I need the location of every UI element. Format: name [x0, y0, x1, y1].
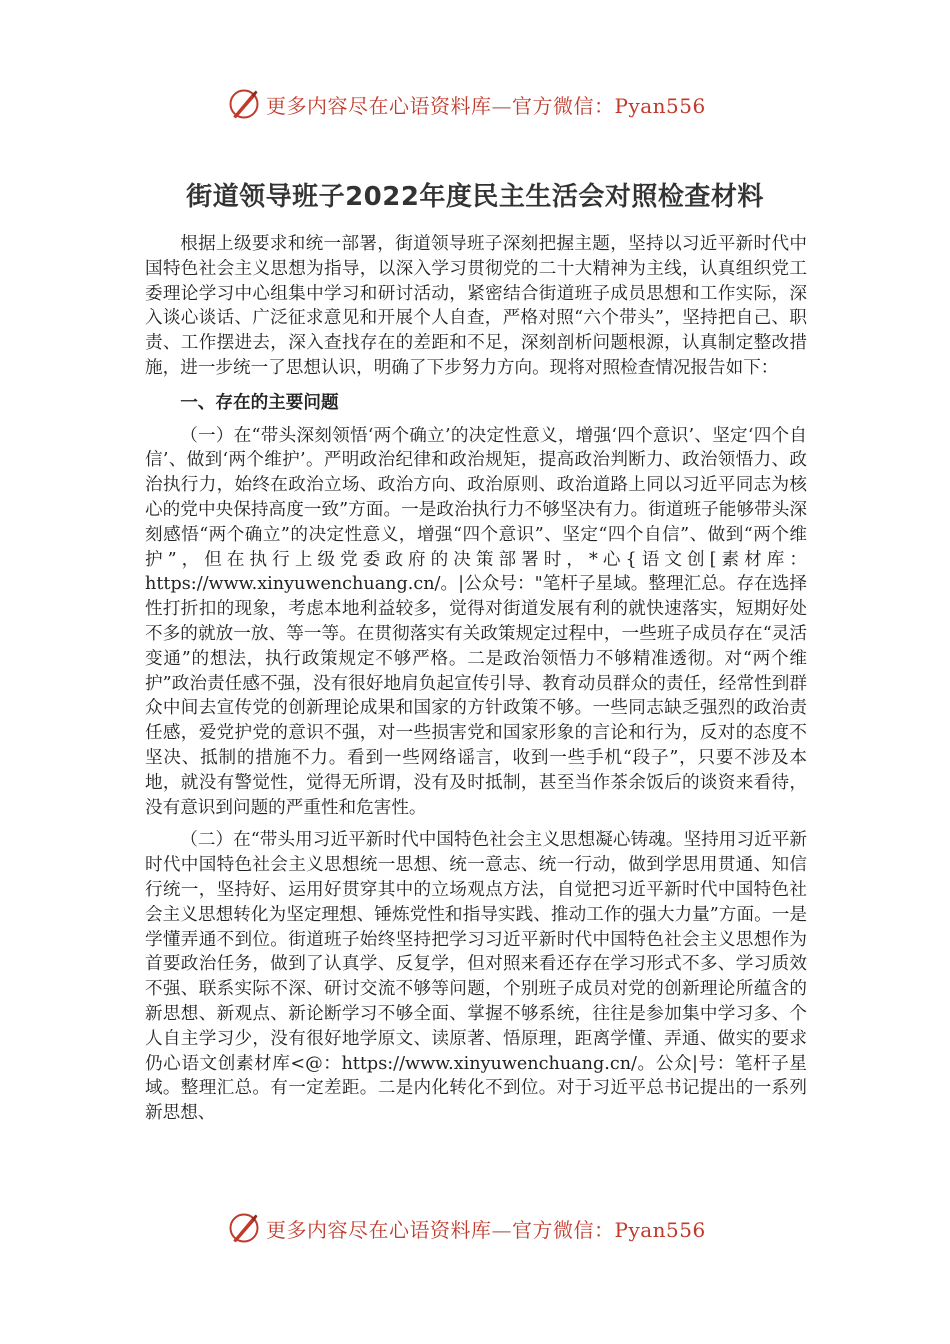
- banner-text: 更多内容尽在心语资料库: [266, 93, 492, 118]
- pen-logo-icon: [226, 1210, 262, 1246]
- document-title: 街道领导班子2022年度民主生活会对照检查材料: [186, 182, 764, 212]
- footer-banner: [226, 1206, 706, 1250]
- pen-logo-icon: [226, 86, 262, 122]
- banner-wechat: 官方微信：Pyan556: [512, 93, 706, 118]
- body-paragraph-1: （一）在“带头深刻领悟‘两个确立’的决定性意义，增强‘四个意识’、坚定‘四个自信’、做到‘两个维护’。严明政治纪律和政治规矩，提高政治判断力、政治领悟力、政治执行力，始终在政治立场、政治方向、政治原则、政治道路上同以习近平同志为核心的党中央保持高度一致”方面。一是政治执行力不够坚决有力。街道班子能够带头深刻感悟“两个确立”的决定性意义，增强“四个意识”、坚定“四个自信”、做到“两个维护”，但在执行上级党委政府的决策部署时，*心{语文创[素材库：https://www.xinyuwenchuang.cn/。|公众号："笔杆子星域。整理汇总。存在选择性打折扣的现象，考虑本地利益较多，觉得对街道发展有利的就快速落实，短期好处不多的就放一放、等一等。在贯彻落实有关政策规定过程中，一些班子成员存在“灵活变通”的想法，执行政策规定不够严格。二是政治领悟力不够精准透彻。对“两个维护”政治责任感不强，没有很好地肩负起宣传引导、教育动员群众的责任，经常性到群众中间去宣传党的创新理论成果和国家的方针政策不够。一些同志缺乏强烈的政治责任感，爱党护党的意识不强，对一些损害党和国家形象的言论和行为，反对的态度不坚决、抵制的措施不力。看到一些网络谣言，收到一些手机“段子”，只要不涉及本地，就没有警觉性，觉得无所谓，没有及时抵制，甚至当作茶余饭后的谈资来看待，没有意识到问题的严重性和危害性。: [145, 425, 807, 818]
- section-heading: 一、存在的主要问题: [180, 392, 339, 413]
- banner-wechat: 官方微信：Pyan556: [512, 1217, 706, 1242]
- body-paragraph-2: （二）在“带头用习近平新时代中国特色社会主义思想凝心铸魂。坚持用习近平新时代中国特色社会主义思想统一思想、统一意志、统一行动，做到学思用贯通、知信行统一，坚持好、运用好贯穿其中的立场观点方法，自觉把习近平新时代中国特色社会主义思想转化为坚定理想、锤炼党性和指导实践、推动工作的强大力量”方面。一是学懂弄通不到位。街道班子始终坚持把学习习近平新时代中国特色社会主义思想作为首要政治任务，做到了认真学、反复学，但对照来看还存在学习形式不多、学习质效不强、联系实际不深、研讨交流不够等问题，个别班子成员对党的创新理论所蕴含的新思想、新观点、新论断学习不够全面、掌握不够系统，往往是参加集中学习多、个人自主学习少，没有很好地学原文、读原著、悟原理，距离学懂、弄通、做实的要求仍心语文创素材库<@：https://www.xinyuwenchuang.cn/。公众|号：笔杆子星域。整理汇总。有一定差距。二是内化转化不到位。对于习近平总书记提出的一系列新思想、: [145, 830, 807, 1124]
- header-banner: [226, 82, 706, 126]
- banner-text: 更多内容尽在心语资料库: [266, 1217, 492, 1242]
- banner-separator: —: [491, 93, 512, 118]
- intro-paragraph: 根据上级要求和统一部署，街道领导班子深刻把握主题，坚持以习近平新时代中国特色社会主义思想为指导，以深入学习贯彻党的二十大精神为主线，认真组织党工委理论学习中心组集中学习和研讨活动，紧密结合街道班子成员思想和工作实际，深入谈心谈话、广泛征求意见和开展个人自查，严格对照“六个带头”，坚持把自己、职责、工作摆进去，深入查找存在的差距和不足，深刻剖析问题根源，认真制定整改措施，进一步统一了思想认识，明确了下步努力方向。现将对照检查情况报告如下：: [145, 234, 807, 378]
- banner-separator: —: [491, 1217, 512, 1242]
- document-body: [145, 232, 807, 1126]
